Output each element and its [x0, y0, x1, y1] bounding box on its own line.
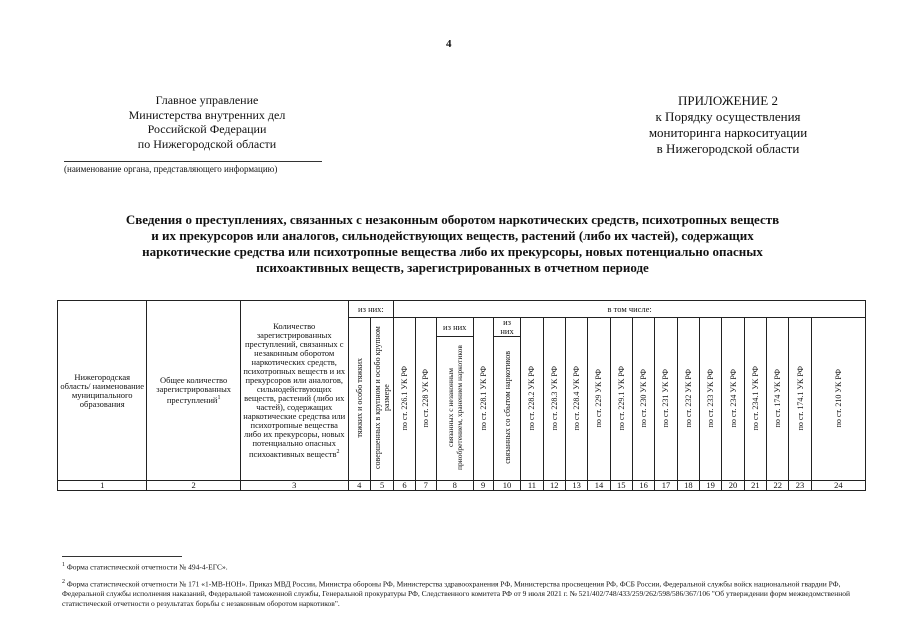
header-col-23: по ст. 174.1 УК РФ	[789, 318, 811, 481]
header-col-22: по ст. 174 УК РФ	[767, 318, 789, 481]
header-col-18: по ст. 232 УК РФ	[677, 318, 699, 481]
header-col-4: тяжких и особо тяжких	[348, 318, 370, 481]
title-line-4: психоактивных веществ, зарегистрированных в отчетном периоде	[256, 260, 649, 275]
header-col-11: по ст. 228.2 УК РФ	[521, 318, 543, 481]
col-num: 18	[677, 481, 699, 491]
appendix-line-1: ПРИЛОЖЕНИЕ 2	[678, 93, 778, 108]
col-num: 24	[811, 481, 865, 491]
org-caption: (наименование органа, представляющего информацию)	[64, 164, 278, 174]
header-col-24: по ст. 210 УК РФ	[811, 318, 865, 481]
appendix-line-4: в Нижегородской области	[656, 141, 800, 156]
col-num: 10	[493, 481, 520, 491]
col-num: 9	[473, 481, 493, 491]
col-num: 21	[744, 481, 766, 491]
header-region-label: Нижегородская область/ наименование муниципального образования	[60, 371, 144, 409]
col-num: 23	[789, 481, 811, 491]
col-num: 1	[58, 481, 147, 491]
header-total-crimes	[147, 301, 240, 481]
header-iz-nih: из них:	[348, 301, 394, 318]
col-num: 17	[655, 481, 677, 491]
header-drug-crimes-label: Количество зарегистрированных преступлений, связанных с незаконным оборотом наркотических средств, психотропных веществ и их прекурсоров или аналогов, сильнодействующих веществ, растений (либо их частей), содержащих наркотические средства или психотропные вещества либо их прекурсоры, новых потенциально опасных психоактивных веществ	[243, 321, 346, 459]
column-number-row	[58, 481, 866, 491]
header-col-7: по ст. 228 УК РФ	[415, 318, 436, 481]
header-col-20: по ст. 234 УК РФ	[722, 318, 744, 481]
appendix-line-3: мониторинга наркоситуации	[648, 125, 808, 140]
col-num: 7	[415, 481, 436, 491]
col-num: 6	[394, 481, 415, 491]
header-col-8-iz-nih: из них	[436, 318, 473, 337]
header-drug-crimes	[240, 301, 348, 481]
org-line-2: Министерства внутренних дел	[128, 107, 286, 122]
col-num: 2	[147, 481, 240, 491]
header-region	[58, 301, 147, 481]
org-line-3: Российской Федерации	[147, 122, 267, 136]
col-num: 20	[722, 481, 744, 491]
report-table	[57, 300, 866, 491]
header-col-21: по ст. 234.1 УК РФ	[744, 318, 766, 481]
col-num: 8	[436, 481, 473, 491]
footnote-2-text: Форма статистической отчетности № 171 «1-МВ-НОН». Приказ МВД России, Министра обороны РФ, Министерства здравоохранения РФ, Министерства просвещения РФ, ФСБ России, Федеральной службы войск национальной гвардии РФ, Федеральной службы исполнения наказаний, Федеральной таможенной службы, Генеральной прокуратуры РФ, Следственного комитета РФ от 9 июля 2021 г. № 521/402/748/433/259/262/598/586/367/106 "Об утверждении форм межведомственной статистической отчетности о результатах борьбы с незаконным оборотом наркотиков".	[62, 579, 851, 608]
col-num: 19	[700, 481, 722, 491]
appendix-block	[612, 93, 844, 157]
header-v-tom-chisle: в том числе:	[394, 301, 866, 318]
header-total-crimes-label: Общее количество зарегистрированных преступлений	[156, 375, 232, 405]
title-line-2: и их прекурсоров или аналогов, сильнодействующих веществ, растений (либо их частей), содержащих	[151, 228, 754, 243]
header-col-19: по ст. 233 УК РФ	[700, 318, 722, 481]
org-underline	[64, 161, 322, 162]
header-col-14: по ст. 229 УК РФ	[588, 318, 610, 481]
header-col-15: по ст. 229.1 УК РФ	[610, 318, 632, 481]
col-num: 3	[240, 481, 348, 491]
page-number: 4	[446, 38, 452, 50]
col-num: 4	[348, 481, 370, 491]
col-num: 11	[521, 481, 543, 491]
header-col-5: совершенных в крупном и особо крупном размере	[370, 318, 393, 481]
org-line-4: по Нижегородской области	[137, 136, 277, 151]
footnote-1-text: Форма статистической отчетности № 494-4-ЕГС».	[65, 562, 228, 572]
header-col-12: по ст. 228.3 УК РФ	[543, 318, 565, 481]
col-num: 15	[610, 481, 632, 491]
header-col-6: по ст. 226.1 УК РФ	[394, 318, 415, 481]
title-line-3: наркотические средства или психотропные вещества либо их прекурсоры, новых потенциально опасных	[142, 244, 763, 259]
header-col-13: по ст. 228.4 УК РФ	[565, 318, 587, 481]
col-num: 5	[370, 481, 393, 491]
header-col-9: по ст. 228.1 УК РФ	[473, 318, 493, 481]
footnote-2-mark: 2	[62, 579, 65, 585]
col-num: 16	[632, 481, 654, 491]
footnote-ref-2: 2	[336, 449, 340, 456]
appendix-line-2: к Порядку осуществления	[655, 109, 801, 124]
header-col-8: связанных с незаконным приобретением, хранением наркотиков	[436, 337, 473, 481]
footnote-1	[62, 561, 852, 572]
footnote-1-mark: 1	[62, 562, 65, 568]
title-line-1: Сведения о преступлениях, связанных с незаконным оборотом наркотических средств, психотропных веществ	[125, 212, 780, 227]
col-num: 14	[588, 481, 610, 491]
col-num: 22	[767, 481, 789, 491]
footnote-ref-1: 1	[217, 395, 221, 402]
organization-block	[112, 93, 302, 151]
header-col-10-iz-nih: из них	[493, 318, 520, 337]
header-col-16: по ст. 230 УК РФ	[632, 318, 654, 481]
org-line-1: Главное управление	[155, 93, 259, 107]
document-title	[60, 212, 845, 276]
footnote-2	[62, 578, 852, 608]
col-num: 12	[543, 481, 565, 491]
col-num: 13	[565, 481, 587, 491]
header-col-10: связанных со сбытом наркотиков	[493, 337, 520, 481]
header-col-17: по ст. 231 УК РФ	[655, 318, 677, 481]
footnote-divider	[62, 556, 182, 557]
